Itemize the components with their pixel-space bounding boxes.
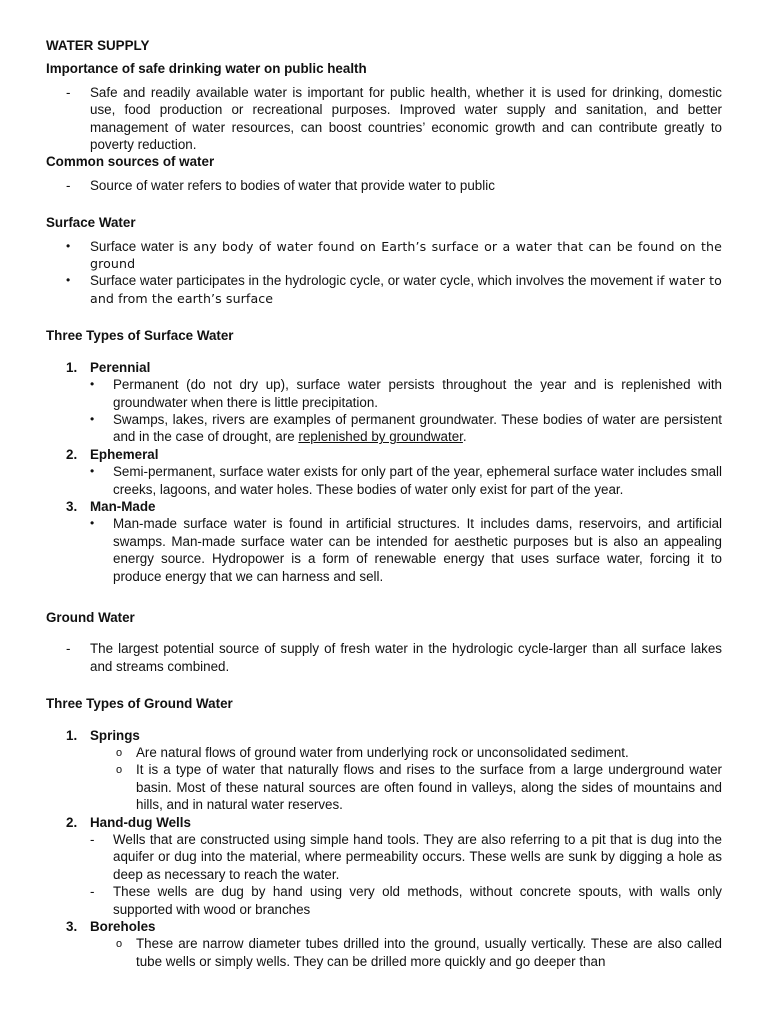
surface-water-bullet: [46, 238, 722, 273]
list-number: 2.: [66, 446, 78, 462]
dash-marker: -: [66, 84, 71, 100]
bullet-marker: •: [66, 273, 71, 288]
ground-type-title: [46, 814, 722, 831]
bullet-marker: •: [90, 516, 95, 531]
dash-marker: -: [66, 177, 71, 193]
ground-types-heading: Three Types of Ground Water: [46, 696, 233, 712]
surface-water-text-a: Surface water is: [90, 238, 194, 254]
surface-type-text: Semi-permanent, surface water exists for only part of the year, ephemeral surface water includes small creeks, lagoons, and water holes. These bodies of water only exist for part of the year.: [113, 464, 722, 497]
circle-marker: o: [116, 764, 123, 777]
surface-water-bullet: [46, 272, 722, 307]
list-number: 1.: [66, 727, 78, 743]
ground-water-text: The largest potential source of supply of fresh water in the hydrologic cycle-larger than all surface lakes and streams combined.: [90, 641, 722, 674]
circle-marker: o: [116, 938, 123, 951]
list-number: 1.: [66, 359, 78, 375]
surface-type-bullet: [46, 463, 722, 498]
ground-type-text: These are narrow diameter tubes drilled into the ground, usually vertically. These are also called tube wells or simply wells. They can be drilled more quickly and go deeper than: [136, 936, 722, 969]
surface-type-bullet: [46, 515, 722, 585]
ground-water-paragraph: [46, 640, 722, 675]
surface-type-text: Swamps, lakes, rivers are examples of permanent groundwater. These bodies of water are persistent and in the case of drought, are: [113, 411, 722, 445]
surface-type-title: [46, 359, 722, 376]
bullet-marker: •: [90, 411, 95, 426]
importance-text: Safe and readily available water is important for public health, whether it is used for drinking, domestic use, food production or recreational purposes. Improved water supply and sanitation, and better management of water resources, can boost countries’ economic growth and can contribute greatly to poverty reduction.: [90, 84, 722, 153]
surface-type-title: [46, 446, 722, 463]
surface-types-heading: Three Types of Surface Water: [46, 328, 234, 344]
surface-type-text-end: .: [462, 429, 467, 445]
importance-paragraph: [46, 84, 722, 154]
surface-type-name: Ephemeral: [90, 446, 159, 462]
surface-type-bullet: [46, 411, 722, 446]
surface-type-text: Permanent (do not dry up), surface water persists throughout the year and is replenished with groundwater when there is little precipitation.: [113, 377, 722, 410]
dash-marker: -: [66, 641, 71, 657]
ground-type-title: [46, 918, 722, 935]
surface-type-name: Man-Made: [90, 498, 156, 514]
importance-heading: Importance of safe drinking water on public health: [46, 61, 367, 77]
dash-marker: -: [90, 884, 95, 900]
bullet-marker: •: [90, 377, 95, 392]
ground-type-name: Hand-dug Wells: [90, 814, 191, 830]
common-sources-heading: Common sources of water: [46, 154, 215, 170]
common-sources-text: Source of water refers to bodies of water that provide water to public: [90, 177, 495, 193]
ground-type-bullet: [46, 935, 722, 970]
document-title: WATER SUPPLY: [46, 38, 150, 53]
surface-water-text-b: any body of water found on Earth’s surface or a water that can be found on the ground: [90, 238, 722, 272]
ground-type-bullet: [46, 744, 722, 761]
surface-water-text-b: if water to and from the earth’s surface: [90, 273, 722, 306]
surface-water-heading: Surface Water: [46, 215, 136, 231]
ground-type-bullet: [46, 761, 722, 813]
ground-type-text: Wells that are constructed using simple hand tools. They are also referring to a pit that is dug into the aquifer or dug into the material, where permeability occurs. These wells are sunk by digging a hole as deep as necessary to reach the water.: [113, 832, 722, 882]
ground-type-bullet: [46, 831, 722, 883]
dash-marker: -: [90, 832, 95, 848]
ground-type-text: Are natural flows of ground water from underlying rock or unconsolidated sediment.: [136, 745, 629, 760]
ground-type-text: These wells are dug by hand using very old methods, without concrete spouts, with walls only supported with wood or branches: [113, 884, 722, 917]
surface-type-bullet: [46, 376, 722, 411]
circle-marker: o: [116, 747, 123, 759]
ground-type-name: Springs: [90, 727, 140, 743]
surface-water-text-a: Surface water participates in the hydrologic cycle, or water cycle, which involves the movement: [90, 273, 657, 289]
ground-type-title: [46, 727, 722, 744]
ground-type-text: It is a type of water that naturally flows and rises to the surface from a large underground water basin. Most of these natural sources are often found in valleys, along the sides of mountains and hills, and in natural water reserves.: [136, 762, 722, 813]
ground-type-bullet: [46, 883, 722, 918]
ground-type-name: Boreholes: [90, 919, 156, 935]
common-sources-paragraph: [46, 177, 722, 194]
document-page: [46, 37, 722, 970]
surface-type-title: [46, 498, 722, 515]
list-number: 3.: [66, 919, 78, 935]
replenished-link-text: replenished by groundwater: [298, 429, 463, 445]
bullet-marker: •: [90, 464, 95, 479]
surface-type-text: Man-made surface water is found in artificial structures. It includes dams, reservoirs, and artificial swamps. Man-made surface water can be intended for aesthetic purposes but is also an appealing energy source. Hydropower is a form of renewable energy that uses surface water, forcing it to produce energy that we can harness and sell.: [113, 516, 722, 584]
surface-type-name: Perennial: [90, 359, 151, 375]
list-number: 2.: [66, 814, 78, 830]
ground-water-heading: Ground Water: [46, 609, 135, 625]
bullet-marker: •: [66, 238, 71, 253]
list-number: 3.: [66, 498, 78, 514]
